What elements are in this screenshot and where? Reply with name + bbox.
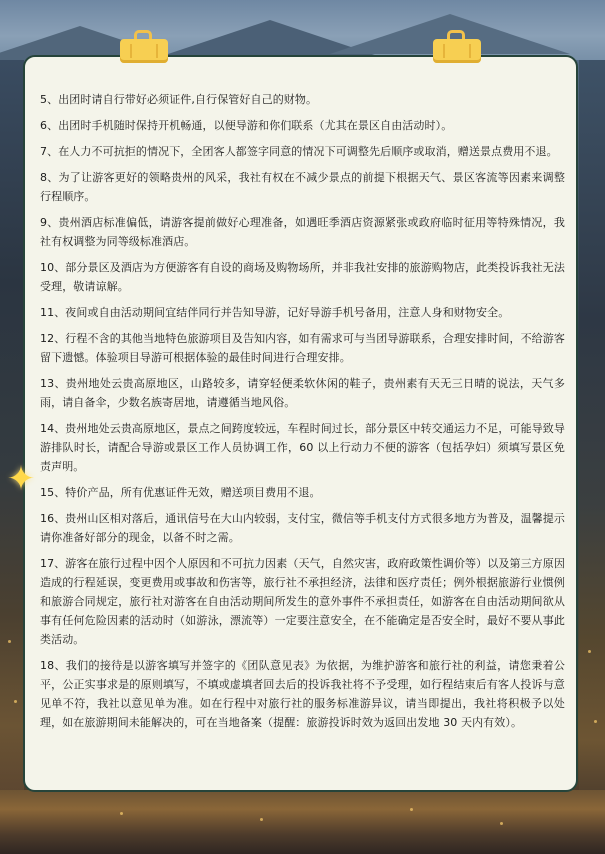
clip-body bbox=[120, 39, 168, 63]
notice-item: 10、部分景区及酒店为方便游客有自设的商场及购物场所，并非我社安排的旅游购物店，此类投诉我社无法受理，敬请谅解。 bbox=[40, 261, 565, 293]
village-light bbox=[500, 822, 503, 825]
notice-item: 16、贵州山区相对落后，通讯信号在大山内较弱，支付宝，微信等手机支付方式很多地方为普及，温馨提示请你准备好部分的现金，以备不时之需。 bbox=[40, 512, 565, 544]
notice-list bbox=[40, 90, 565, 739]
village-light bbox=[260, 818, 263, 821]
village-light bbox=[588, 650, 591, 653]
notice-item: 13、贵州地处云贵高原地区，山路较多，请穿轻便柔软休闲的鞋子，贵州素有天无三日晴的说法，天气多雨，请自备伞，少数名族寄居地，请遵循当地风俗。 bbox=[40, 377, 565, 409]
notice-item: 8、为了让游客更好的领略贵州的风采，我社有权在不减少景点的前提下根据天气、景区客流等因素来调整行程顺序。 bbox=[40, 171, 565, 203]
village-light bbox=[410, 808, 413, 811]
notice-item: 6、出团时手机随时保持开机畅通，以便导游和你们联系（尤其在景区自由活动时）。 bbox=[40, 119, 453, 132]
village-light bbox=[594, 720, 597, 723]
village-light bbox=[120, 812, 123, 815]
notice-item: 12、行程不含的其他当地特色旅游项目及告知内容，如有需求可与当团导游联系，合理安排时间，不给游客留下遗憾。体验项目导游可根据体验的最佳时间进行合理安排。 bbox=[40, 332, 565, 364]
clipboard-clip-icon bbox=[120, 30, 168, 64]
sparkle-icon: ✦ bbox=[6, 459, 36, 499]
background-village-left bbox=[0, 60, 24, 800]
notice-item: 14、贵州地处云贵高原地区，景点之间跨度较远，车程时间过长，部分景区中转交通运力不足，可能导致导游排队时长，请配合导游或景区工作人员协调工作，60 以上行动力不便的游客（包括孕妇）须填写景区免责声明。 bbox=[40, 422, 565, 473]
notice-item: 18、我们的接待是以游客填写并签字的《团队意见表》为依据，为维护游客和旅行社的利益，请您秉着公平，公正实事求是的原则填写，不填或虚填者回去后的投诉我社将不予受理，如行程结束后有客人投诉与意见单不符，我社以意见单为准。如在行程中对旅行社的服务标准游异议，请当即提出，我社将积极予以处理，如在旅游期间未能解决的，可在当地备案（提醒：旅游投诉时效为返回出发地 30 天内有效）。 bbox=[40, 659, 565, 729]
notice-item: 7、在人力不可抗拒的情况下，全团客人都签字同意的情况下可调整先后顺序或取消，赠送景点费用不退。 bbox=[40, 145, 558, 158]
village-light bbox=[14, 700, 17, 703]
background-village-right bbox=[579, 60, 605, 800]
background-village-bottom bbox=[0, 790, 605, 854]
clipboard-clip-icon bbox=[433, 30, 481, 64]
notice-item: 11、夜间或自由活动期间宜结伴同行并告知导游，记好导游手机号备用，注意人身和财物安全。 bbox=[40, 306, 510, 319]
notice-item: 15、特价产品，所有优惠证件无效，赠送项目费用不退。 bbox=[40, 486, 321, 499]
clip-body bbox=[433, 39, 481, 63]
village-light bbox=[8, 640, 11, 643]
notice-item: 9、贵州酒店标准偏低，请游客提前做好心理准备，如遇旺季酒店资源紧张或政府临时征用等特殊情况，我社有权调整为同等级标准酒店。 bbox=[40, 216, 565, 248]
notice-item: 17、游客在旅行过程中因个人原因和不可抗力因素（天气，自然灾害，政府政策性调价等）以及第三方原因造成的行程延误，变更费用或事故和伤害等，旅行社不承担经济，法律和医疗责任；例外根据旅游行业惯例和旅游合同规定，旅行社对游客在自由活动期间所发生的意外事件不承担责任，如游客在自由活动期间欲从事有任何危险因素的活动时（如游泳，漂流等）一定要注意安全，在不能确定是否安全时，最好不要从事此类活动。 bbox=[40, 557, 565, 646]
notice-item: 5、出团时请自行带好必须证件,自行保管好自己的财物。 bbox=[40, 93, 318, 106]
